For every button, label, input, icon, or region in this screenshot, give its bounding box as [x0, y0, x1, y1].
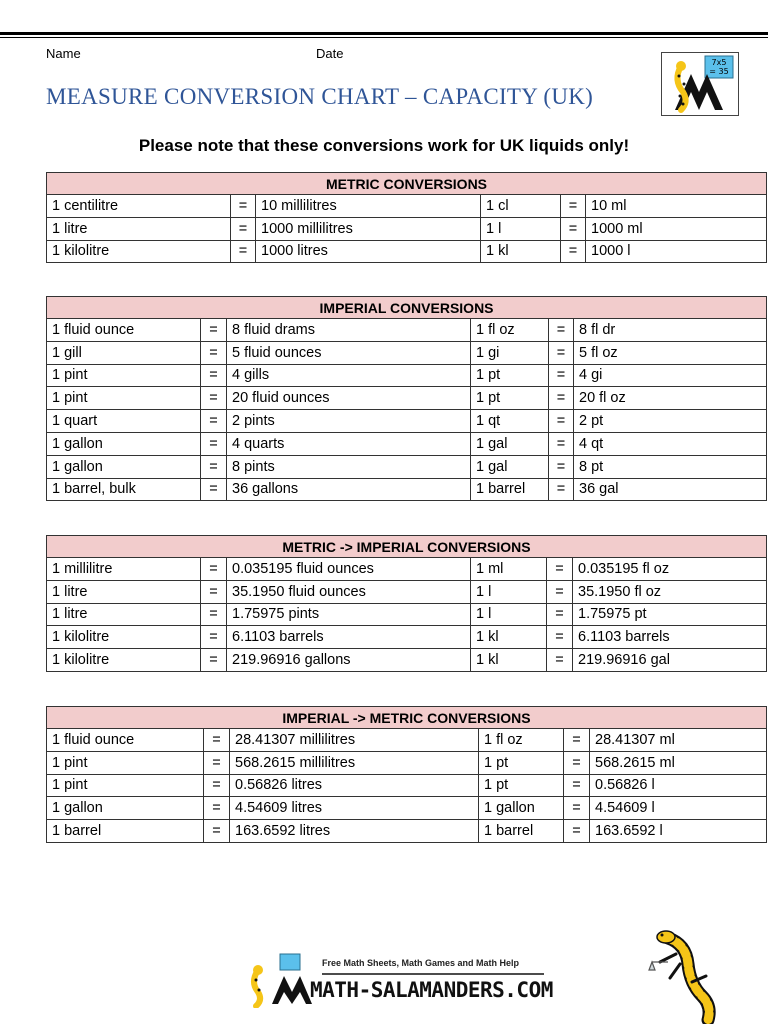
equals-cell: =: [547, 603, 573, 626]
value-cell: 8 pints: [227, 455, 471, 478]
table-row: [47, 580, 767, 603]
abbrev-unit-cell: 1 fl oz: [479, 729, 564, 752]
abbrev-value-cell: 568.2615 ml: [590, 751, 767, 774]
abbrev-value-cell: 219.96916 gal: [573, 649, 767, 672]
equals-cell: =: [564, 797, 590, 820]
table-row: [47, 410, 767, 433]
table-row: [47, 774, 767, 797]
value-cell: 28.41307 millilitres: [230, 729, 479, 752]
abbrev-value-cell: 1000 l: [586, 240, 767, 263]
abbrev-unit-cell: 1 pt: [479, 774, 564, 797]
unit-cell: 1 gallon: [47, 432, 201, 455]
abbrev-value-cell: 4 gi: [574, 364, 767, 387]
equals-cell: =: [204, 774, 230, 797]
table-heading: IMPERIAL -> METRIC CONVERSIONS: [47, 707, 767, 729]
abbrev-value-cell: 10 ml: [586, 195, 767, 218]
unit-cell: 1 gill: [47, 341, 201, 364]
equals-cell: =: [231, 240, 256, 263]
abbrev-value-cell: 5 fl oz: [574, 341, 767, 364]
value-cell: 6.1103 barrels: [227, 626, 471, 649]
equals-cell: =: [549, 432, 574, 455]
value-cell: 1.75975 pints: [227, 603, 471, 626]
equals-cell: =: [204, 729, 230, 752]
equals-cell: =: [201, 341, 227, 364]
value-cell: 568.2615 millilitres: [230, 751, 479, 774]
abbrev-unit-cell: 1 barrel: [479, 820, 564, 843]
unit-cell: 1 kilolitre: [47, 240, 231, 263]
equals-cell: =: [201, 410, 227, 433]
metric-to-imperial-table: [46, 535, 767, 672]
abbrev-value-cell: 6.1103 barrels: [573, 626, 767, 649]
unit-cell: 1 barrel: [47, 820, 204, 843]
abbrev-unit-cell: 1 gal: [471, 455, 549, 478]
equals-cell: =: [549, 341, 574, 364]
value-cell: 8 fluid drams: [227, 319, 471, 342]
imperial-conversions-table: [46, 296, 767, 501]
equals-cell: =: [547, 626, 573, 649]
equals-cell: =: [549, 387, 574, 410]
abbrev-value-cell: 2 pt: [574, 410, 767, 433]
equals-cell: =: [561, 217, 586, 240]
salamander-icon: [646, 928, 722, 1024]
value-cell: 163.6592 litres: [230, 820, 479, 843]
equals-cell: =: [564, 820, 590, 843]
equals-cell: =: [204, 820, 230, 843]
value-cell: 219.96916 gallons: [227, 649, 471, 672]
footer-tagline: Free Math Sheets, Math Games and Math Help: [322, 958, 520, 968]
equals-cell: =: [561, 195, 586, 218]
abbrev-unit-cell: 1 fl oz: [471, 319, 549, 342]
logo-board-bottom: = 35: [709, 67, 729, 76]
logo-board-top: 7x5: [711, 58, 727, 67]
table-row: [47, 751, 767, 774]
table-row: [47, 240, 767, 263]
unit-cell: 1 kilolitre: [47, 649, 201, 672]
abbrev-value-cell: 1000 ml: [586, 217, 767, 240]
equals-cell: =: [201, 455, 227, 478]
top-rule: [0, 32, 768, 35]
abbrev-value-cell: 20 fl oz: [574, 387, 767, 410]
uk-liquids-note: Please note that these conversions work for UK liquids only!: [138, 136, 630, 155]
abbrev-value-cell: 28.41307 ml: [590, 729, 767, 752]
equals-cell: =: [201, 319, 227, 342]
abbrev-value-cell: 4.54609 l: [590, 797, 767, 820]
page-title: MEASURE CONVERSION CHART – CAPACITY (UK): [46, 84, 594, 109]
table-row: [47, 729, 767, 752]
equals-cell: =: [204, 797, 230, 820]
equals-cell: =: [564, 774, 590, 797]
abbrev-value-cell: 8 fl dr: [574, 319, 767, 342]
abbrev-unit-cell: 1 l: [471, 580, 547, 603]
unit-cell: 1 pint: [47, 774, 204, 797]
abbrev-unit-cell: 1 l: [471, 603, 547, 626]
equals-cell: =: [201, 626, 227, 649]
math-salamanders-logo: [661, 52, 739, 116]
value-cell: 0.035195 fluid ounces: [227, 558, 471, 581]
abbrev-unit-cell: 1 kl: [471, 649, 547, 672]
abbrev-value-cell: 8 pt: [574, 455, 767, 478]
abbrev-unit-cell: 1 kl: [471, 626, 547, 649]
equals-cell: =: [201, 649, 227, 672]
table-row: [47, 626, 767, 649]
unit-cell: 1 gallon: [47, 797, 204, 820]
value-cell: 4 quarts: [227, 432, 471, 455]
value-cell: 20 fluid ounces: [227, 387, 471, 410]
value-cell: 1000 litres: [256, 240, 481, 263]
abbrev-unit-cell: 1 qt: [471, 410, 549, 433]
unit-cell: 1 fluid ounce: [47, 729, 204, 752]
table-heading: METRIC CONVERSIONS: [47, 173, 767, 195]
unit-cell: 1 litre: [47, 217, 231, 240]
abbrev-unit-cell: 1 gi: [471, 341, 549, 364]
equals-cell: =: [547, 649, 573, 672]
abbrev-unit-cell: 1 pt: [471, 387, 549, 410]
table-row: [47, 195, 767, 218]
equals-cell: =: [231, 195, 256, 218]
table-row: [47, 603, 767, 626]
footer-site-name: MATH-SALAMANDERS.COM: [310, 978, 553, 1002]
unit-cell: 1 millilitre: [47, 558, 201, 581]
unit-cell: 1 gallon: [47, 455, 201, 478]
abbrev-value-cell: 36 gal: [574, 478, 767, 501]
value-cell: 10 millilitres: [256, 195, 481, 218]
equals-cell: =: [564, 751, 590, 774]
equals-cell: =: [201, 580, 227, 603]
unit-cell: 1 kilolitre: [47, 626, 201, 649]
unit-cell: 1 quart: [47, 410, 201, 433]
table-row: [47, 649, 767, 672]
abbrev-value-cell: 163.6592 l: [590, 820, 767, 843]
abbrev-value-cell: 4 qt: [574, 432, 767, 455]
abbrev-unit-cell: 1 cl: [481, 195, 561, 218]
equals-cell: =: [201, 387, 227, 410]
abbrev-value-cell: 0.035195 fl oz: [573, 558, 767, 581]
top-rule-thin: [0, 37, 768, 38]
equals-cell: =: [564, 729, 590, 752]
unit-cell: 1 barrel, bulk: [47, 478, 201, 501]
imperial-to-metric-table: [46, 706, 767, 843]
equals-cell: =: [204, 751, 230, 774]
value-cell: 35.1950 fluid ounces: [227, 580, 471, 603]
equals-cell: =: [201, 478, 227, 501]
abbrev-unit-cell: 1 ml: [471, 558, 547, 581]
value-cell: 4.54609 litres: [230, 797, 479, 820]
table-row: [47, 797, 767, 820]
abbrev-value-cell: 1.75975 pt: [573, 603, 767, 626]
unit-cell: 1 pint: [47, 364, 201, 387]
table-row: [47, 478, 767, 501]
abbrev-unit-cell: 1 gallon: [479, 797, 564, 820]
unit-cell: 1 pint: [47, 387, 201, 410]
abbrev-unit-cell: 1 gal: [471, 432, 549, 455]
value-cell: 5 fluid ounces: [227, 341, 471, 364]
abbrev-unit-cell: 1 pt: [471, 364, 549, 387]
value-cell: 4 gills: [227, 364, 471, 387]
equals-cell: =: [547, 558, 573, 581]
value-cell: 0.56826 litres: [230, 774, 479, 797]
table-heading: METRIC -> IMPERIAL CONVERSIONS: [47, 536, 767, 558]
date-label: Date: [316, 46, 344, 61]
unit-cell: 1 litre: [47, 580, 201, 603]
equals-cell: =: [201, 558, 227, 581]
table-row: [47, 820, 767, 843]
equals-cell: =: [547, 580, 573, 603]
table-row: [47, 558, 767, 581]
abbrev-unit-cell: 1 barrel: [471, 478, 549, 501]
abbrev-unit-cell: 1 kl: [481, 240, 561, 263]
unit-cell: 1 litre: [47, 603, 201, 626]
equals-cell: =: [549, 319, 574, 342]
equals-cell: =: [201, 603, 227, 626]
table-row: [47, 455, 767, 478]
value-cell: 36 gallons: [227, 478, 471, 501]
equals-cell: =: [561, 240, 586, 263]
abbrev-value-cell: 35.1950 fl oz: [573, 580, 767, 603]
value-cell: 2 pints: [227, 410, 471, 433]
equals-cell: =: [549, 455, 574, 478]
equals-cell: =: [201, 432, 227, 455]
metric-conversions-table: [46, 172, 767, 263]
value-cell: 1000 millilitres: [256, 217, 481, 240]
table-row: [47, 217, 767, 240]
table-row: [47, 387, 767, 410]
equals-cell: =: [549, 364, 574, 387]
abbrev-unit-cell: 1 pt: [479, 751, 564, 774]
table-row: [47, 319, 767, 342]
equals-cell: =: [549, 478, 574, 501]
abbrev-unit-cell: 1 l: [481, 217, 561, 240]
unit-cell: 1 pint: [47, 751, 204, 774]
equals-cell: =: [201, 364, 227, 387]
table-row: [47, 364, 767, 387]
unit-cell: 1 centilitre: [47, 195, 231, 218]
name-label: Name: [46, 46, 81, 61]
table-heading: IMPERIAL CONVERSIONS: [47, 297, 767, 319]
abbrev-value-cell: 0.56826 l: [590, 774, 767, 797]
unit-cell: 1 fluid ounce: [47, 319, 201, 342]
table-row: [47, 341, 767, 364]
equals-cell: =: [549, 410, 574, 433]
table-row: [47, 432, 767, 455]
equals-cell: =: [231, 217, 256, 240]
